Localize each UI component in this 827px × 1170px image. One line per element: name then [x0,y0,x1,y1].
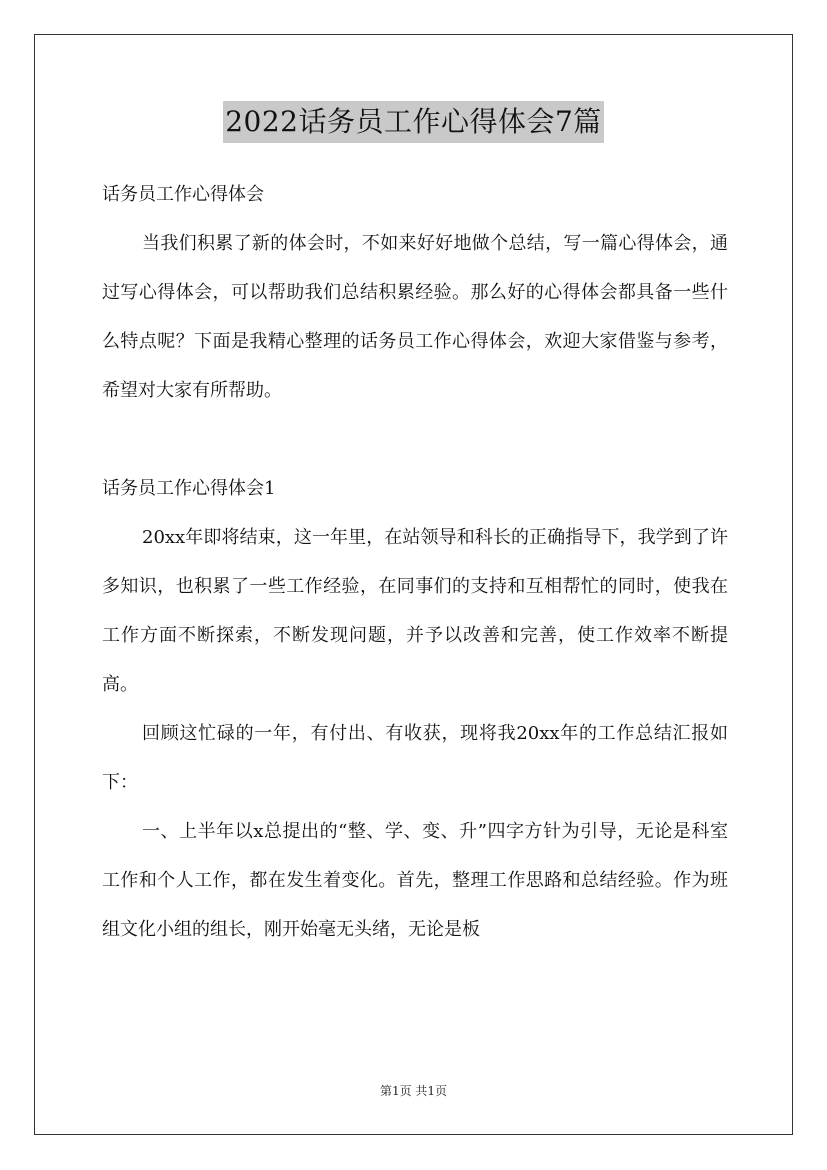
body-paragraph: 回顾这忙碌的一年，有付出、有收获，现将我20xx年的工作总结汇报如下： [102,723,728,793]
page-footer [0,1082,827,1100]
title-container [0,101,827,143]
document-title: 2022话务员工作心得体会7篇 [223,101,604,143]
section-heading: 话务员工作心得体会1 [102,478,276,499]
page-number: 第1页 共1页 [379,1084,448,1098]
intro-heading: 话务员工作心得体会 [102,184,264,205]
body-paragraph: 20xx年即将结束，这一年里，在站领导和科长的正确指导下，我学到了许多知识，也积累了一些工作经验，在同事们的支持和互相帮忙的同时，使我在工作方面不断探索，不断发现问题，并予以改善和完善，使工作效率不断提高。 [102,527,728,695]
intro-paragraph: 当我们积累了新的体会时，不如来好好地做个总结，写一篇心得体会，通过写心得体会，可以帮助我们总结积累经验。那么好的心得体会都具备一些什么特点呢？下面是我精心整理的话务员工作心得体会，欢迎大家借鉴与参考，希望对大家有所帮助。 [102,233,728,401]
body-paragraph: 一、上半年以x总提出的“整、学、变、升”四字方针为引导，无论是科室工作和个人工作，都在发生着变化。首先，整理工作思路和总结经验。作为班组文化小组的组长，刚开始毫无头绪，无论是板 [102,821,728,940]
document-body [102,170,728,954]
section-spacer [102,415,728,464]
